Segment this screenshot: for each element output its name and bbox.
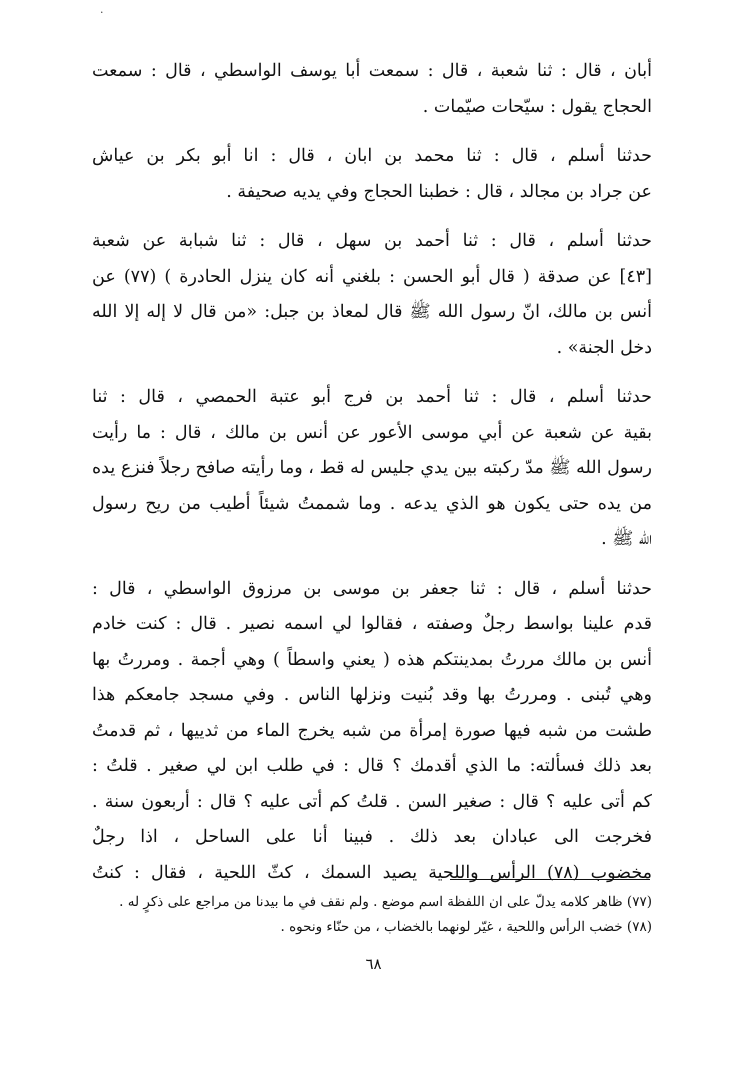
top-mark: · [100, 6, 104, 19]
text-line: الله ﷺ . [601, 529, 652, 549]
text-line: رسول الله ﷺ مدّ ركبته بين يدي جليس له قط ، وما رأيته صافح رجلاً فنزع يده [92, 458, 652, 478]
text-line: أنس بن مالك، انّ رسول الله ﷺ قال لمعاذ بن جبل: «من قال لا إله إلا الله [92, 302, 652, 322]
text-line: فخرجت الى عبادان بعد ذلك . فبينا أنا على الساحل ، اذا رجلٌ [92, 827, 652, 847]
paragraph-4 [92, 380, 652, 558]
main-text [92, 54, 652, 905]
text-line: حدثنا أسلم ، قال : ثنا أحمد بن فرج أبو عتبة الحمصي ، قال : ثنا [92, 387, 652, 407]
text-line: وهي تُبنى . ومررتُ بها وقد بُنيت ونزلها الناس . وفي مسجد جامعكم هذا [92, 685, 652, 705]
text-line: بقية عن شعبة عن أبي موسى الأعور عن أنس بن مالك ، قال : ما رأيت [92, 422, 652, 443]
text-line: الحجاج يقول : سيّحات صيّمات . [422, 96, 652, 117]
text-line: أنس بن مالك مررتُ بمدينتكم هذه ( يعني واسطاً ) وهي أجمة . ومررتُ بها [92, 649, 652, 670]
paragraph-5 [92, 572, 652, 892]
text-line: حدثنا أسلم ، قال : ثنا محمد بن ابان ، قال : انا أبو بكر بن عياش [92, 146, 652, 166]
text-line: [٤٣] عن صدقة ( قال أبو الحسن : بلغني أنه كان ينزل الحادرة ) (٧٧) عن [92, 266, 652, 287]
text-line: حدثنا أسلم ، قال : ثنا أحمد بن سهل ، قال : ثنا شبابة عن شعبة [92, 231, 652, 251]
paragraph-1 [92, 54, 652, 125]
text-line: عن جراد بن مجالد ، قال : خطبنا الحجاج وفي يديه صحيفة . [226, 181, 652, 202]
page-number: ٦٨ [365, 955, 382, 973]
text-line: مخضوب (٧٨) الرأس واللحية يصيد السمك ، كثّ اللحية ، فقال : كنتُ [92, 862, 652, 883]
text-line: بعد ذلك فسألته: ما الذي أقدمك ؟ قال : في طلب ابن لي صغير . قلتُ : [92, 756, 652, 776]
footnote-78: (٧٨) خضب الرأس واللحية ، غيّر لونهما بالخضاب ، من حنّاء ونحوه . [280, 919, 652, 935]
paragraph-3 [92, 224, 652, 366]
text-line: دخل الجنة» . [556, 337, 652, 358]
text-line: طشت من شبه فيها صورة إمرأة من شبه يخرج الماء من ثدييها ، ثم قدمتُ [92, 720, 652, 741]
text-line: أبان ، قال : ثنا شعبة ، قال : سمعت أبا يوسف الواسطي ، قال : سمعت [92, 61, 652, 81]
footnotes [110, 890, 652, 940]
text-line: حدثنا أسلم ، قال : ثنا جعفر بن موسى بن مرزوق الواسطي ، قال : [92, 578, 652, 599]
text-line: كم أتى عليه ؟ قال : صغير السن . قلتُ كم أتى عليه ؟ قال : أربعون سنة . [92, 791, 652, 812]
footnote-divider [450, 879, 650, 880]
paragraph-2 [92, 139, 652, 210]
text-line: من يده حتى يكون هو الذي يدعه . وما شممتُ شيئاً أطيب من ريح رسول [92, 493, 652, 514]
text-line: قدم علينا بواسط رجلٌ وصفته ، فقالوا لي اسمه نصير . قال : كنت خادم [92, 614, 652, 634]
footnote-77: (٧٧) ظاهر كلامه يدلّ على ان اللفظة اسم موضع . ولم نقف في ما بيدنا من مراجع على ذكرٍ له . [119, 894, 652, 910]
